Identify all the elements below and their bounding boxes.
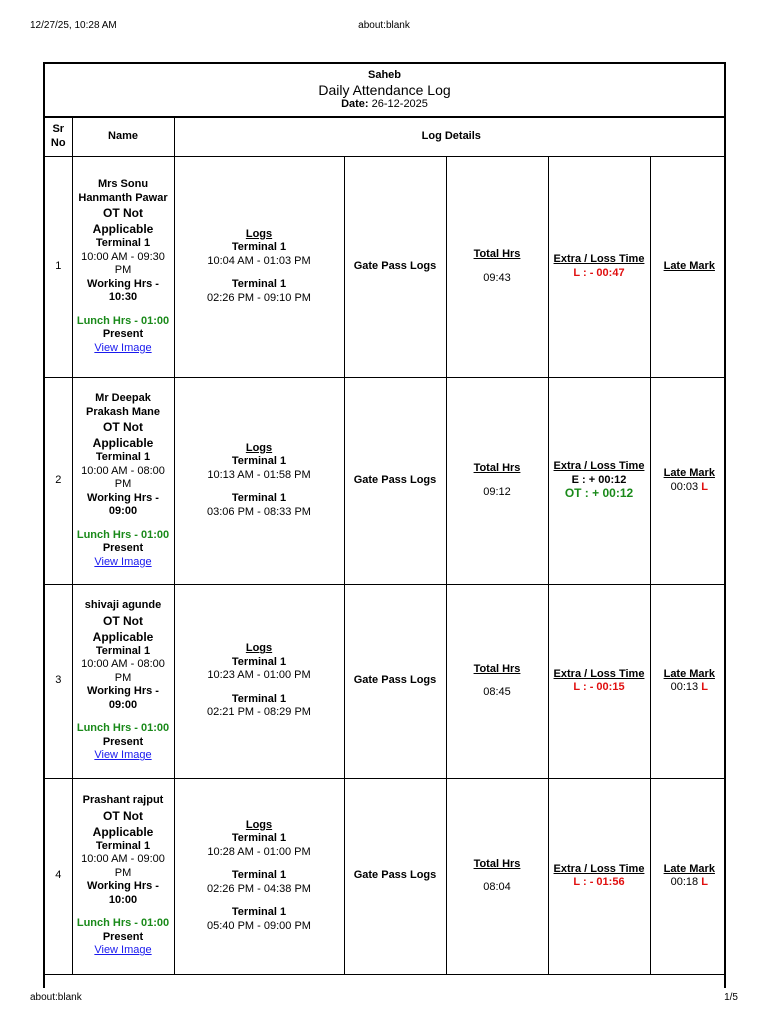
view-image-link[interactable]: View Image: [94, 555, 152, 568]
log-terminal: Terminal 1: [231, 692, 287, 705]
table-row: [45, 584, 726, 778]
extra-value: E : + 00:12: [571, 473, 627, 486]
total-hrs-cell: [446, 778, 548, 974]
extra-loss-heading: Extra / Loss Time: [553, 862, 645, 875]
logs-heading: Logs: [245, 441, 273, 454]
total-hrs-heading: Total Hrs: [473, 662, 521, 675]
employee-cell: [72, 584, 174, 778]
total-hrs-cell: [446, 377, 548, 584]
employee-name: Mrs Sonu Hanmanth Pawar: [78, 178, 168, 204]
attendance-status: Present: [102, 328, 144, 340]
shift-terminal: Terminal 1: [95, 237, 151, 249]
ot-value: OT : + 00:12: [564, 486, 634, 501]
working-hrs: Working Hrs - 09:00: [87, 685, 159, 711]
sr-no: 4: [45, 778, 72, 974]
working-hrs: Working Hrs - 09:00: [87, 491, 159, 517]
sr-no: 1: [45, 156, 72, 377]
print-url: about:blank: [30, 992, 82, 1003]
view-image-link[interactable]: View Image: [94, 341, 152, 354]
late-mark-value: [653, 681, 727, 695]
extra-loss-cell: [548, 377, 650, 584]
employee-cell: [72, 778, 174, 974]
log-entry: 10:28 AM - 01:00 PM: [207, 845, 311, 858]
employee-name: shivaji agunde: [84, 599, 162, 612]
lunch-hrs: Lunch Hrs - 01:00: [76, 528, 170, 541]
logs-cell: [174, 156, 344, 377]
employee-name: Prashant rajput: [82, 794, 164, 807]
log-entry: 10:04 AM - 01:03 PM: [207, 254, 311, 267]
log-terminal: Terminal 1: [231, 832, 287, 845]
logs-heading: Logs: [245, 818, 273, 831]
total-hrs-heading: Total Hrs: [473, 857, 521, 870]
lunch-hrs: Lunch Hrs - 01:00: [76, 314, 170, 327]
late-mark-value: [653, 481, 727, 495]
late-flag: L: [701, 480, 708, 493]
shift-time: 10:00 AM - 08:00 PM: [81, 464, 165, 490]
view-image-link[interactable]: View Image: [94, 749, 152, 762]
late-mark-heading: Late Mark: [663, 259, 715, 272]
total-hrs-value: 08:04: [483, 881, 511, 893]
report-date: [45, 98, 724, 110]
employee-cell: [72, 156, 174, 377]
date-label: Date:: [341, 98, 369, 110]
working-hrs: Working Hrs - 10:00: [87, 880, 159, 906]
late-mark-cell: [650, 156, 726, 377]
loss-value: L : - 00:15: [573, 681, 625, 693]
lunch-hrs: Lunch Hrs - 01:00: [76, 722, 170, 735]
extra-loss-cell: [548, 778, 650, 974]
log-terminal: Terminal 1: [231, 241, 287, 254]
log-entry: 05:40 PM - 09:00 PM: [207, 919, 311, 932]
shift-terminal: Terminal 1: [95, 451, 151, 463]
total-hrs-value: 08:45: [483, 686, 511, 698]
late-mark-heading: Late Mark: [663, 467, 715, 479]
log-entry: 02:21 PM - 08:29 PM: [207, 706, 311, 719]
gate-pass-logs: Gate Pass Logs: [344, 584, 446, 778]
gate-pass-logs: Gate Pass Logs: [344, 377, 446, 584]
company-name: Saheb: [367, 69, 401, 81]
attendance-table: [45, 118, 726, 975]
table-header-row: [45, 118, 726, 156]
header-sr-no: Sr No: [45, 118, 72, 156]
employee-cell: [72, 377, 174, 584]
late-time: 00:13: [670, 681, 699, 693]
table-row: [45, 778, 726, 974]
working-hrs: Working Hrs - 10:30: [87, 277, 159, 303]
late-mark-heading: Late Mark: [663, 667, 715, 680]
log-terminal: Terminal 1: [231, 655, 287, 668]
extra-loss-cell: [548, 584, 650, 778]
log-entry: 10:13 AM - 01:58 PM: [207, 468, 311, 481]
late-mark-cell: [650, 778, 726, 974]
shift-terminal: Terminal 1: [95, 644, 151, 657]
total-hrs-value: 09:43: [483, 271, 511, 284]
attendance-status: Present: [102, 930, 144, 943]
header-name: Name: [72, 118, 174, 156]
attendance-status: Present: [102, 542, 144, 554]
log-entry: 02:26 PM - 04:38 PM: [207, 882, 311, 895]
extra-loss-heading: Extra / Loss Time: [553, 460, 645, 473]
report-title-block: [45, 64, 724, 118]
extra-loss-cell: [548, 156, 650, 377]
print-datetime: 12/27/25, 10:28 AM: [30, 20, 117, 31]
table-row: [45, 377, 726, 584]
late-mark-cell: [650, 584, 726, 778]
logs-cell: [174, 778, 344, 974]
late-mark-value: [653, 876, 727, 890]
log-terminal: Terminal 1: [231, 492, 287, 505]
log-terminal: Terminal 1: [231, 455, 287, 468]
gate-pass-logs: Gate Pass Logs: [344, 156, 446, 377]
ot-status: OT Not Applicable: [92, 613, 154, 644]
late-time: 00:03: [670, 480, 699, 493]
attendance-status: Present: [102, 735, 144, 748]
ot-status: OT Not Applicable: [92, 808, 154, 839]
log-terminal: Terminal 1: [231, 278, 287, 291]
total-hrs-value: 09:12: [483, 485, 511, 498]
employee-name: Mr Deepak Prakash Mane: [86, 392, 160, 418]
log-entry: 10:23 AM - 01:00 PM: [207, 669, 311, 682]
shift-terminal: Terminal 1: [95, 839, 151, 852]
shift-time: 10:00 AM - 09:30 PM: [81, 250, 165, 276]
log-terminal: Terminal 1: [231, 906, 287, 919]
report-title: Daily Attendance Log: [318, 82, 451, 98]
loss-value: L : - 00:47: [573, 266, 625, 279]
late-time: 00:18: [670, 876, 699, 888]
logs-heading: Logs: [245, 227, 273, 240]
late-flag: L: [701, 681, 708, 693]
logs-cell: [174, 584, 344, 778]
late-flag: L: [701, 876, 708, 888]
total-hrs-cell: [446, 156, 548, 377]
print-page-title: about:blank: [358, 20, 410, 31]
header-log-details: Log Details: [174, 118, 726, 156]
extra-loss-heading: Extra / Loss Time: [553, 667, 645, 680]
print-page-number: 1/5: [724, 992, 738, 1003]
ot-status: OT Not Applicable: [92, 206, 154, 236]
late-mark-cell: [650, 377, 726, 584]
extra-loss-heading: Extra / Loss Time: [553, 253, 645, 265]
attendance-document: [43, 62, 726, 988]
ot-status: OT Not Applicable: [92, 420, 154, 450]
lunch-hrs: Lunch Hrs - 01:00: [76, 917, 170, 930]
date-value: 26-12-2025: [371, 98, 428, 110]
total-hrs-cell: [446, 584, 548, 778]
sr-no: 3: [45, 584, 72, 778]
shift-time: 10:00 AM - 08:00 PM: [81, 658, 165, 684]
table-row: [45, 156, 726, 377]
late-mark-heading: Late Mark: [663, 862, 715, 875]
total-hrs-heading: Total Hrs: [473, 248, 521, 260]
log-entry: 03:06 PM - 08:33 PM: [207, 505, 311, 518]
total-hrs-heading: Total Hrs: [473, 462, 521, 474]
log-terminal: Terminal 1: [231, 869, 287, 882]
logs-cell: [174, 377, 344, 584]
view-image-link[interactable]: View Image: [94, 944, 152, 957]
log-entry: 02:26 PM - 09:10 PM: [207, 291, 311, 304]
logs-heading: Logs: [245, 642, 273, 655]
sr-no: 2: [45, 377, 72, 584]
loss-value: L : - 01:56: [573, 876, 625, 888]
gate-pass-logs: Gate Pass Logs: [344, 778, 446, 974]
shift-time: 10:00 AM - 09:00 PM: [81, 853, 165, 879]
